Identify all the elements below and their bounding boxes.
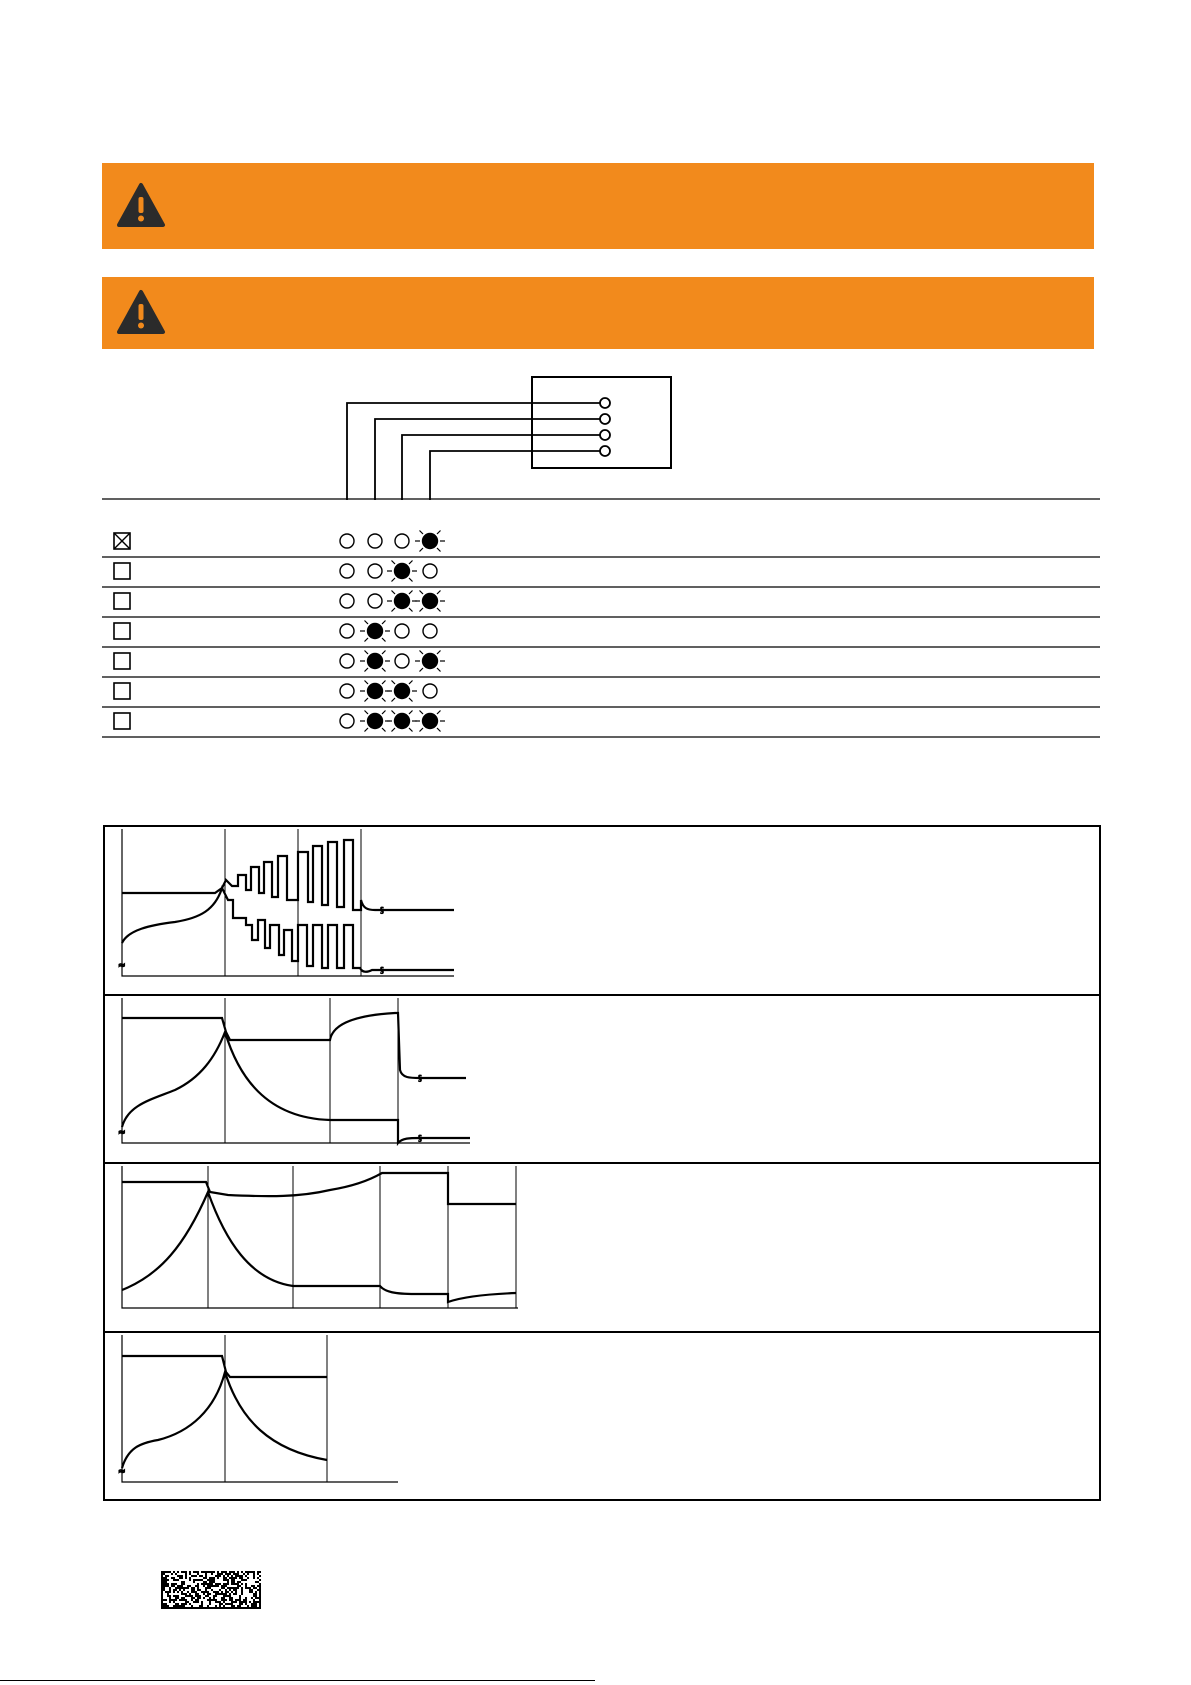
axes <box>122 998 470 1143</box>
svg-text:§: § <box>418 1074 422 1083</box>
charge-curve-panel-4 <box>118 1335 398 1482</box>
datamatrix-barcode <box>161 1571 261 1609</box>
charge-curve-panel-3 <box>122 1166 518 1308</box>
voltage-curve <box>122 1013 466 1078</box>
svg-text:≈: ≈ <box>118 961 126 971</box>
svg-text:§: § <box>418 1134 422 1143</box>
svg-text:≈: ≈ <box>118 1128 126 1138</box>
charge-curve-panel-2 <box>118 998 470 1143</box>
current-curve <box>122 1032 470 1143</box>
svg-text:§: § <box>380 966 384 975</box>
voltage-curve <box>122 840 454 910</box>
footer-rule <box>0 1680 595 1681</box>
axes <box>122 829 454 976</box>
svg-text:≈: ≈ <box>118 1467 126 1477</box>
svg-text:§: § <box>380 906 384 915</box>
current-curve <box>122 1192 516 1302</box>
charge-curve-panel-1 <box>118 829 454 976</box>
voltage-curve <box>122 1173 516 1204</box>
